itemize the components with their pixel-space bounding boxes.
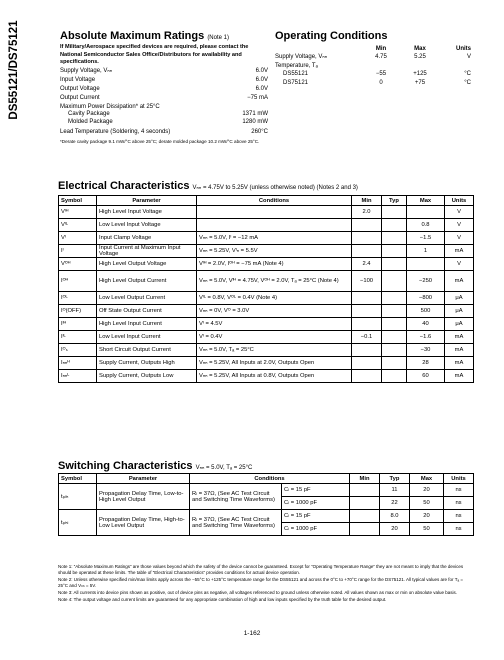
switching-row: [59, 510, 474, 523]
electrical-cell: mA: [445, 245, 474, 258]
lead-temp-value: 260°C: [251, 129, 268, 136]
opc-row: [275, 62, 471, 70]
opc-cell: Temperature, Tₐ: [275, 62, 318, 69]
opc-cell: 0: [379, 79, 383, 86]
electrical-row: [59, 370, 474, 383]
electrical-cell: [382, 292, 407, 305]
electrical-header-cell: Max: [407, 196, 445, 206]
opc-cell: °C: [464, 79, 471, 86]
electrical-cell: Vₙₙ = 5.0V, Iᴵ = −12 mA: [197, 232, 352, 245]
side-label-text: DS55121/DS75121: [8, 20, 20, 120]
switching-min: [350, 497, 380, 510]
opc-header-cell: [275, 45, 363, 53]
electrical-row: [59, 344, 474, 357]
electrical-cell: [382, 219, 407, 232]
opc-cell: Supply Voltage, Vₙₙ: [275, 54, 328, 61]
abs-max-ratings: [60, 30, 268, 145]
electrical-cell: V: [445, 258, 474, 271]
note-paragraph: Note 4: The output voltage and current limits are guaranteed for any appropriate combination of high and low inputs specified by the truth table for the desired output.: [58, 596, 387, 602]
electrical-cell: [382, 258, 407, 271]
electrical-cell: [197, 206, 352, 219]
electrical-row: [59, 206, 474, 219]
opc-row: [275, 53, 471, 61]
electrical-cell: mA: [445, 357, 474, 370]
electrical-cell: [382, 370, 407, 383]
switching-header-cell: Symbol: [59, 474, 97, 484]
switching-param: Propagation Delay Time, High-to-Low Level Output: [97, 510, 190, 536]
electrical-cell: Supply Current, Outputs High: [97, 357, 197, 370]
switching-min: [350, 523, 380, 536]
electrical-cell: 0.8: [407, 219, 445, 232]
power-row: [60, 119, 268, 127]
power-row-value: 1280 mW: [242, 118, 268, 125]
electrical-cell: 28: [407, 357, 445, 370]
electrical-header-cell: Symbol: [59, 196, 97, 206]
electrical-cell: Short Circuit Output Current: [97, 344, 197, 357]
electrical-header-cell: Parameter: [97, 196, 197, 206]
switching-row: [59, 484, 474, 497]
amr-row: [60, 76, 268, 85]
amr-row-value: 6.0V: [255, 76, 268, 83]
switching-conditions: Rₗ = 37Ω, (See AC Test Circuit and Switching Time Waveforms): [190, 484, 282, 510]
electrical-cell: Supply Current, Outputs Low: [97, 370, 197, 383]
electrical-row: [59, 219, 474, 232]
electrical-cell: [382, 206, 407, 219]
electrical-cell: Iᴵ: [59, 245, 97, 258]
opc-cell: V: [466, 54, 471, 61]
electrical-cell: 500: [407, 305, 445, 318]
electrical-cell: High Level Output Current: [97, 271, 197, 292]
electrical-cell: Vᴵ = 0.4V: [197, 331, 352, 344]
opc-cell: 4.75: [375, 54, 387, 61]
electrical-cell: μA: [445, 318, 474, 331]
electrical-cell: mA: [445, 331, 474, 344]
switching-symbol: tₚₗₕ: [59, 484, 97, 510]
electrical-header-cell: Conditions: [197, 196, 352, 206]
electrical-cell: [352, 370, 382, 383]
operating-conditions-title: Operating Conditions: [275, 30, 388, 42]
switching-typ: 8.0: [380, 510, 410, 523]
electrical-cell: mA: [445, 370, 474, 383]
notes-section: [58, 564, 473, 603]
electrical-row: [59, 232, 474, 245]
power-label-text: Maximum Power Dissipation* at 25°C: [60, 103, 160, 110]
switching-load: Cₗ = 15 pF: [282, 510, 350, 523]
electrical-cell: Iᴼᴸ: [59, 292, 97, 305]
electrical-cell: Input Clamp Voltage: [97, 232, 197, 245]
amr-row-value: 6.0V: [255, 85, 268, 92]
switching-max: 50: [410, 497, 444, 510]
switching-max: 20: [410, 510, 444, 523]
amr-row: [60, 94, 268, 103]
electrical-row: [59, 357, 474, 370]
electrical-cell: V: [445, 206, 474, 219]
opc-cell: +75: [414, 79, 426, 86]
electrical-cell: −30: [407, 344, 445, 357]
opc-cell: DS75121: [283, 79, 309, 86]
opc-cell: −55: [375, 71, 387, 78]
amr-row-label: Supply Voltage, Vₙₙ: [60, 67, 113, 74]
switching-header-cell: Units: [444, 474, 474, 484]
amr-rows: [60, 67, 268, 103]
electrical-row: [59, 245, 474, 258]
switching-header-cell: Conditions: [190, 474, 350, 484]
electrical-cell: 60: [407, 370, 445, 383]
opc-cell: [441, 62, 471, 70]
opc-cell: 5.25: [414, 54, 426, 61]
switching-header-cell: Typ: [380, 474, 410, 484]
power-row-value: 1371 mW: [242, 111, 268, 118]
opc-header-cell: Units: [456, 46, 471, 52]
electrical-cell: Iₙₙᴸ: [59, 370, 97, 383]
power-dissipation-label: [60, 104, 268, 112]
electrical-cell: Iₙₙᴴ: [59, 357, 97, 370]
electrical-cell: [407, 206, 445, 219]
electrical-cell: [352, 344, 382, 357]
switching-units: ns: [444, 497, 474, 510]
opc-rows: [275, 53, 471, 87]
electrical-cell: [352, 318, 382, 331]
electrical-cell: [352, 292, 382, 305]
amr-row: [60, 67, 268, 76]
electrical-cell: Iᴼₛ: [59, 344, 97, 357]
switching-load: Cₗ = 15 pF: [282, 484, 350, 497]
switching-title-text: Switching Characteristics: [58, 460, 193, 472]
derate-footnote: *Derate cavity package 9.1 mW/°C above 25°C; derate molded package 10.2 mW/°C above 25°C.: [60, 139, 260, 145]
electrical-cell: V: [445, 219, 474, 232]
electrical-header-row: [59, 196, 474, 206]
opc-row: [275, 79, 471, 87]
abs-max-title-note: (Note 1): [207, 35, 229, 41]
switching-subtitle: Vₙₙ = 5.0V, Tₐ = 25°C: [195, 465, 253, 471]
switching-symbol: tₚₕₗ: [59, 510, 97, 536]
electrical-cell: −1.5: [407, 232, 445, 245]
electrical-cell: [382, 271, 407, 292]
electrical-cell: Input Current at Maximum Input Voltage: [97, 245, 197, 258]
amr-row-value: 6.0V: [255, 67, 268, 74]
switching-units: ns: [444, 484, 474, 497]
switching-conditions: Rₗ = 37Ω, (See AC Test Circuit and Switching Time Waveforms): [190, 510, 282, 536]
electrical-cell: Low Level Input Current: [97, 331, 197, 344]
electrical-cell: mA: [445, 344, 474, 357]
power-row-label: Cavity Package: [68, 111, 110, 118]
opc-cell: °C: [464, 71, 471, 78]
electrical-cell: Vᴵ = 4.5V: [197, 318, 352, 331]
side-part-label: [6, 12, 20, 132]
note-paragraph: Note 3: All currents into device pins shown as positive, out of device pins as negative, all voltages referenced to ground unless otherwise noted. All values shown as max or min on absolute value basis.: [58, 589, 457, 595]
switching-load: Cₗ = 1000 pF: [282, 523, 350, 536]
electrical-cell: μA: [445, 305, 474, 318]
amr-row: [60, 85, 268, 94]
electrical-cell: [382, 245, 407, 258]
electrical-cell: −0.1: [352, 331, 382, 344]
operating-conditions: [275, 30, 471, 87]
electrical-cell: Low Level Input Voltage: [97, 219, 197, 232]
switching-param: Propagation Delay Time, Low-to-High Level Output: [97, 484, 190, 510]
electrical-header-cell: Min: [352, 196, 382, 206]
electrical-cell: V: [445, 232, 474, 245]
switching-table: [58, 473, 474, 536]
switching-header-cell: Min: [350, 474, 380, 484]
electrical-cell: [352, 357, 382, 370]
electrical-cell: [382, 305, 407, 318]
electrical-cell: [352, 305, 382, 318]
lead-temp-row: [60, 128, 268, 137]
electrical-cell: Vₙₙ = 5.0V, Tₐ = 25°C: [197, 344, 352, 357]
electrical-cell: Vₙₙ = 5.25V, Vᴵₙ = 5.5V: [197, 245, 352, 258]
electrical-cell: [382, 331, 407, 344]
abs-max-title-text: Absolute Maximum Ratings: [60, 30, 205, 42]
amr-row-label: Input Voltage: [60, 76, 96, 83]
electrical-title: [58, 180, 358, 192]
military-notice: If Military/Aerospace specified devices are required, please contact the National Semiconductor Sales Office/Distributors for availability and specifications.: [60, 44, 249, 66]
electrical-cell: Vₙₙ = 5.25V, All Inputs at 2.0V, Outputs Open: [197, 357, 352, 370]
opc-header: [275, 45, 471, 53]
switching-header-row: [59, 474, 474, 484]
amr-power-rows: [60, 111, 268, 126]
electrical-cell: Vᴵᴸ: [59, 219, 97, 232]
switching-min: [350, 510, 380, 523]
electrical-cell: Iᴼᴴ: [59, 271, 97, 292]
electrical-cell: Vₙₙ = 5.25V, All Inputs at 0.8V, Outputs Open: [197, 370, 352, 383]
opc-header-cell: Min: [375, 46, 387, 52]
electrical-header-cell: Units: [445, 196, 474, 206]
switching-units: ns: [444, 510, 474, 523]
electrical-cell: Iᴼ(OFF): [59, 305, 97, 318]
power-row: [60, 111, 268, 119]
lead-temp-label: Lead Temperature (Soldering, 4 seconds): [60, 129, 171, 136]
switching-max: 20: [410, 484, 444, 497]
electrical-cell: −1.6: [407, 331, 445, 344]
electrical-cell: mA: [445, 271, 474, 292]
electrical-cell: Low Level Output Current: [97, 292, 197, 305]
note-paragraph: Note 1: “Absolute Maximum Ratings” are those values beyond which the safety of the device cannot be guaranteed. Except for “Operating Temperature Range” they are not meant to imply that the devices should be operated at these limits. The table of “Electrical Characteristics” provides conditions for actual device operation.: [58, 564, 464, 575]
electrical-cell: Iᴵᴴ: [59, 318, 97, 331]
electrical-cell: [382, 357, 407, 370]
electrical-row: [59, 305, 474, 318]
electrical-cell: [352, 219, 382, 232]
electrical-row: [59, 258, 474, 271]
electrical-cell: [382, 318, 407, 331]
electrical-cell: Off State Output Current: [97, 305, 197, 318]
electrical-cell: μA: [445, 292, 474, 305]
electrical-row: [59, 271, 474, 292]
electrical-cell: Vᴵᴸ = 0.8V, Vᴼᴸ = 0.4V (Note 4): [197, 292, 352, 305]
switching-max: 50: [410, 523, 444, 536]
opc-header-cell: Max: [414, 46, 426, 52]
opc-cell: [363, 62, 399, 70]
amr-row-label: Output Current: [60, 94, 100, 101]
opc-row: [275, 70, 471, 78]
electrical-cell: Vᴵᴴ = 2.0V, Iᴼᴴ = −75 mA (Note 4): [197, 258, 352, 271]
electrical-cell: −800: [407, 292, 445, 305]
electrical-cell: [352, 232, 382, 245]
amr-row-value: −75 mA: [247, 94, 268, 101]
electrical-row: [59, 331, 474, 344]
electrical-cell: Vᴵᴴ: [59, 206, 97, 219]
electrical-cell: [197, 219, 352, 232]
electrical-cell: High Level Input Current: [97, 318, 197, 331]
electrical-cell: Iᴵᴸ: [59, 331, 97, 344]
opc-cell: +125: [413, 71, 427, 78]
electrical-cell: [382, 232, 407, 245]
page-number: 1-162: [243, 630, 261, 637]
electrical-cell: High Level Output Voltage: [97, 258, 197, 271]
electrical-cell: Vₙₙ = 0V, Vᴼ = 3.0V: [197, 305, 352, 318]
amr-row-label: Output Voltage: [60, 85, 100, 92]
electrical-header-cell: Typ: [382, 196, 407, 206]
switching-units: ns: [444, 523, 474, 536]
switching-typ: 22: [380, 497, 410, 510]
switching-load: Cₗ = 1000 pF: [282, 497, 350, 510]
opc-cell: [399, 62, 441, 70]
switching-header-cell: Max: [410, 474, 444, 484]
switching-min: [350, 484, 380, 497]
electrical-cell: 2.0: [352, 206, 382, 219]
electrical-cell: Vᴵ: [59, 232, 97, 245]
power-row-label: Molded Package: [68, 118, 113, 125]
electrical-cell: Vₙₙ = 5.0V, Vᴵᴴ = 4.75V, Vᴼᴴ = 2.0V, Tₐ = 25°C (Note 4): [197, 271, 352, 292]
switching-title: [58, 460, 252, 472]
abs-max-title: [60, 30, 268, 42]
electrical-cell: −250: [407, 271, 445, 292]
electrical-row: [59, 318, 474, 331]
electrical-cell: −100: [352, 271, 382, 292]
electrical-cell: [407, 258, 445, 271]
switching-header-cell: Parameter: [97, 474, 190, 484]
opc-cell: DS55121: [283, 71, 309, 78]
electrical-title-text: Electrical Characteristics: [58, 180, 190, 192]
switching-typ: 20: [380, 523, 410, 536]
switching-typ: 11: [380, 484, 410, 497]
electrical-cell: High Level Input Voltage: [97, 206, 197, 219]
electrical-subtitle: Vₙₙ = 4.75V to 5.25V (unless otherwise noted) (Notes 2 and 3): [192, 185, 358, 191]
electrical-table: [58, 195, 474, 383]
electrical-cell: [382, 344, 407, 357]
electrical-cell: Vᴼᴴ: [59, 258, 97, 271]
electrical-cell: [352, 245, 382, 258]
electrical-cell: 2.4: [352, 258, 382, 271]
electrical-cell: 40: [407, 318, 445, 331]
electrical-row: [59, 292, 474, 305]
electrical-cell: 1: [407, 245, 445, 258]
note-paragraph: Note 2: Unless otherwise specified min/max limits apply across the −55°C to +125°C temperature range for the DS55121 and across the 0°C to +70°C range for the DS75121. All typical values are for Tₐ = 25°C and Vₙₙ = 5V.: [58, 576, 463, 588]
